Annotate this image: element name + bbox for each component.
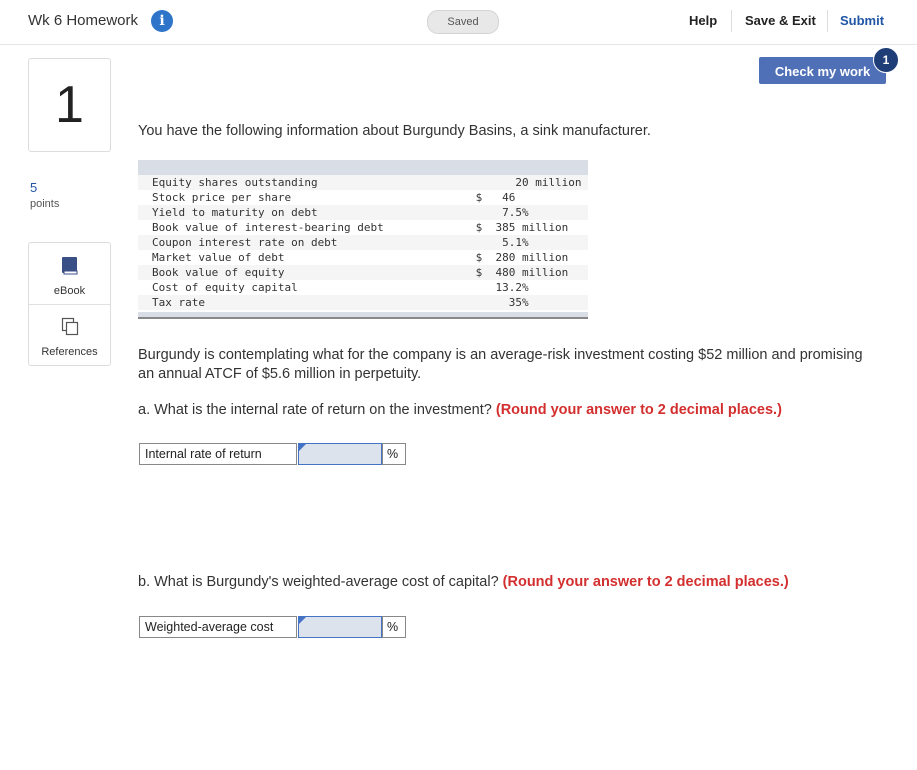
row-label: Equity shares outstanding	[138, 175, 469, 190]
points-label: points	[30, 198, 60, 210]
row-label: Yield to maturity on debt	[138, 205, 469, 220]
table-header-bar	[138, 160, 588, 175]
percent-unit: %	[382, 616, 406, 638]
irr-input[interactable]	[298, 443, 382, 465]
row-value: $ 385 million	[468, 221, 569, 234]
table-row	[138, 190, 588, 205]
wacc-input[interactable]	[298, 616, 382, 638]
percent-unit: %	[382, 443, 406, 465]
question-intro: You have the following information about Burgundy Basins, a sink manufacturer.	[138, 123, 651, 139]
submit-link[interactable]: Submit	[840, 13, 885, 28]
resource-divider	[29, 304, 110, 305]
ebook-button[interactable]	[29, 256, 110, 297]
part-a-text: a. What is the internal rate of return on the investment?	[138, 402, 492, 418]
part-b-question	[138, 573, 789, 592]
wacc-label: Weighted-average cost	[139, 616, 297, 638]
table-row	[138, 205, 588, 220]
saved-status-badge: Saved	[427, 10, 499, 34]
help-link[interactable]: Help	[689, 13, 718, 28]
copy-icon	[61, 317, 79, 337]
row-value: 13.2%	[468, 281, 529, 294]
table-row	[138, 250, 588, 265]
nav-divider	[827, 10, 828, 32]
top-bar	[0, 0, 917, 45]
row-label: Market value of debt	[152, 251, 285, 264]
save-exit-link[interactable]: Save & Exit	[745, 13, 816, 28]
check-my-work-button[interactable]: Check my work	[759, 57, 886, 84]
row-label: Book value of interest-bearing debt	[152, 221, 384, 234]
points-value: 5	[30, 180, 38, 195]
attempts-badge: 1	[873, 47, 899, 73]
row-value: 5.1%	[469, 235, 588, 250]
info-icon[interactable]: i	[151, 10, 173, 32]
row-value: $ 46	[468, 191, 516, 204]
nav-divider	[731, 10, 732, 32]
resources-panel	[28, 242, 111, 366]
table-row	[138, 235, 588, 250]
part-b-instruction: (Round your answer to 2 decimal places.)	[502, 574, 789, 590]
row-label: Cost of equity capital	[152, 281, 298, 294]
references-button[interactable]	[29, 317, 110, 358]
table-row	[138, 265, 588, 280]
table-footer-bar	[138, 312, 588, 319]
irr-label: Internal rate of return	[139, 443, 297, 465]
row-label: Book value of equity	[138, 265, 469, 280]
book-icon	[61, 256, 79, 276]
table-row	[138, 280, 588, 295]
row-label: Tax rate	[138, 295, 469, 310]
part-a-question	[138, 401, 782, 420]
table-row	[138, 220, 588, 235]
row-value: $ 280 million	[468, 251, 569, 264]
data-table-body	[138, 175, 588, 310]
part-b-text: b. What is Burgundy's weighted-average cost of capital?	[138, 574, 499, 590]
references-label: References	[41, 346, 98, 358]
assignment-title: Wk 6 Homework	[28, 12, 139, 29]
ebook-label: eBook	[53, 285, 86, 297]
row-value: 7.5%	[469, 205, 588, 220]
question-number: 1	[28, 58, 111, 152]
row-value: 35%	[469, 295, 588, 310]
row-value: 20 million	[469, 175, 588, 190]
row-label: Coupon interest rate on debt	[138, 235, 469, 250]
row-label: Stock price per share	[152, 191, 292, 204]
table-row	[138, 175, 588, 190]
row-value: $ 480 million	[469, 265, 588, 280]
table-row	[138, 295, 588, 310]
part-a-instruction: (Round your answer to 2 decimal places.)	[495, 402, 782, 418]
investment-description: Burgundy is contemplating what for the company is an average-risk investment costing $52 million and promising an annual ATCF of $5.6 million in perpetuity.	[138, 347, 863, 382]
company-data-table	[138, 160, 588, 319]
